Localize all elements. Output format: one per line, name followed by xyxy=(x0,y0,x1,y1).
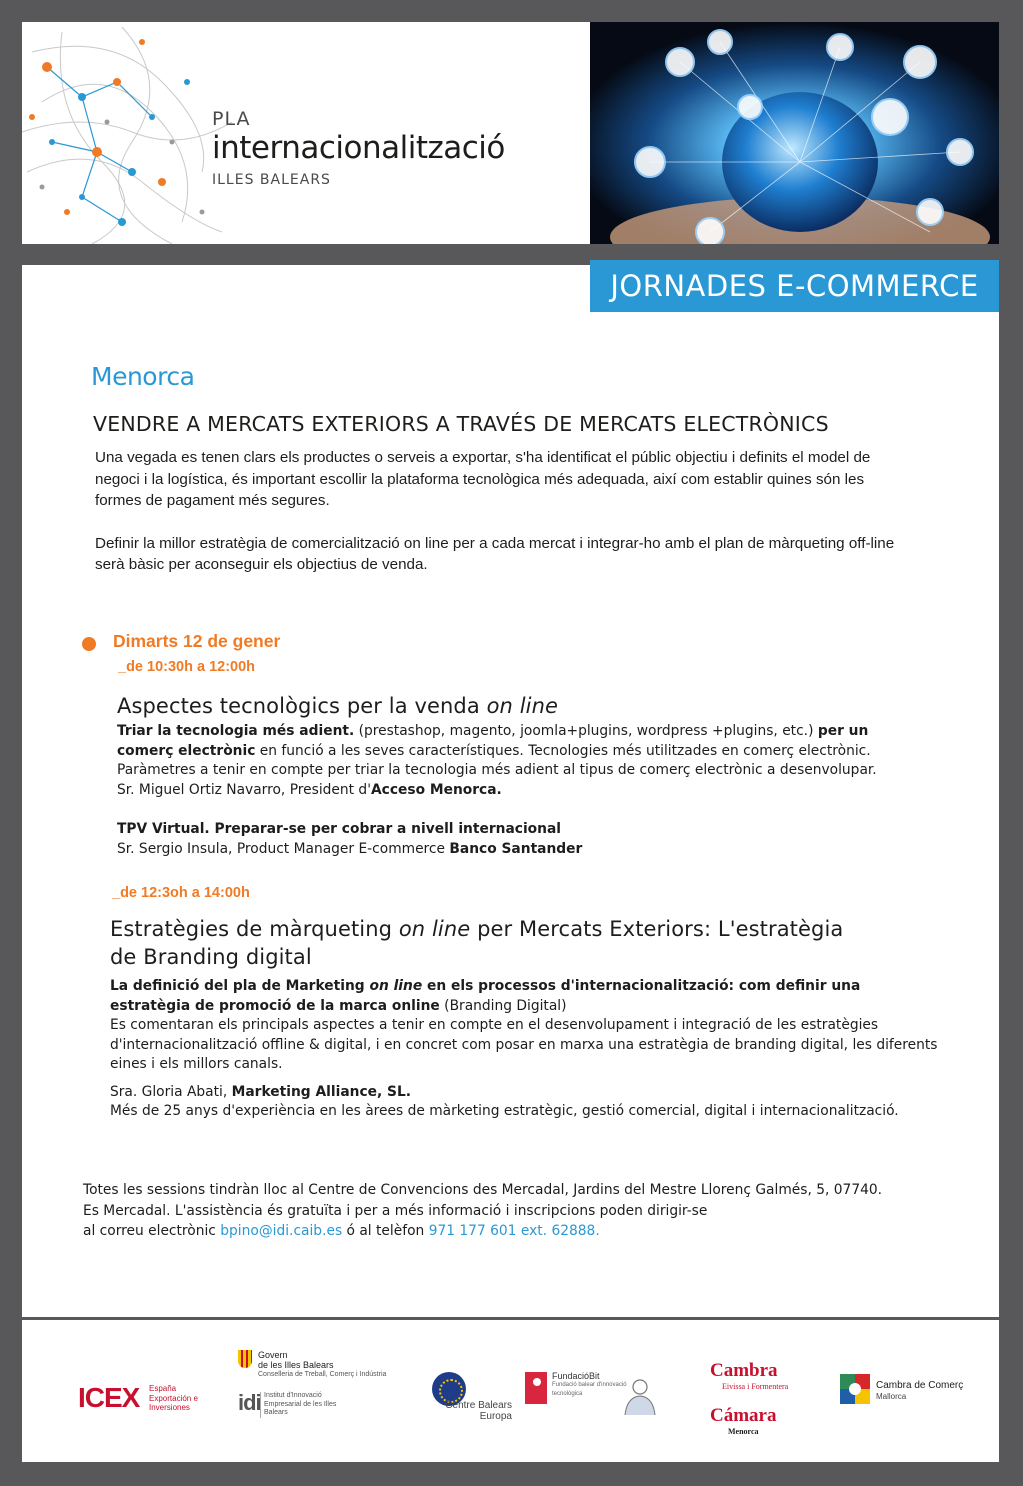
govern-shield-icon xyxy=(238,1350,252,1368)
person-sketch-icon xyxy=(617,1377,663,1415)
session2-speaker-bio: Més de 25 anys d'experiència en les àrees de màrketing estratègic, gestió comercial, digital i internacionalització. xyxy=(110,1103,899,1119)
intro-paragraph: Una vegada es tenen clars els productes o serveis a exportar, s'ha identificat el públic objectiu i definits el model de negoci i la logística, és important escollir la plataforma tecnològica més adequada, així com establir quines són les formes de pagament més segures. xyxy=(95,449,871,509)
pla-title: internacionalització xyxy=(212,130,505,166)
venue-info: Totes les sessions tindràn lloc al Centre de Convencions des Mercadal, Jardins del Mestre Llorenç Galmés, 5, 07740. Es Mercadal. L'assistència és gratuïta i per a més informació i inscripcions poden dirigir-se al correu electrònic bpino@idi.caib.es ó al telèfon 971 177 601 ext. 62888. xyxy=(83,1182,883,1239)
cambra-mallorca-shield-icon xyxy=(840,1374,870,1404)
pla-subtitle: ILLES BALEARS xyxy=(212,172,331,188)
session1-time: _de 10:30h a 12:00h xyxy=(118,659,256,675)
camara-menorca-logo: Cámara Menorca xyxy=(710,1405,777,1436)
session1-speaker1: Sr. Miguel Ortiz Navarro, President d'Acceso Menorca. xyxy=(117,781,502,798)
network-graphic xyxy=(22,22,232,244)
intro-text xyxy=(95,447,905,576)
session1-title: Aspectes tecnològics per la venda on line xyxy=(117,694,559,718)
location-title: Menorca xyxy=(91,362,195,391)
intro-paragraph: Definir la millor estratègia de comercialització on line per a cada mercat i integrar-ho amb el plan de màrqueting off-line serà bàsic per aconseguir els objectius de venda. xyxy=(95,534,895,573)
header-photo-globe xyxy=(590,22,999,244)
flyer-sheet: PLA internacionalització ILLES BALEARS JORNADES E-COMMERCE Menorca VENDRE A MERCATS EXTERIORS A TRAVÉS DE MERCATS ELECTRÒNICS Una vegada es tenen clars els productes o serveis a exportar, s'ha identificat el públic objectiu i definits el model de negoci i la logística, és important escollir la plataforma tecnològica més adequada, així com establir quines són les formes de pagament més segures. Definir la millor estratègia de comercialització on line per a cada mercat i integrar-ho amb el plan de màrqueting off-line serà bàsic per aconseguir els objectius de venda. Dimarts 12 de gener _de 10:30h a 12:00h Aspectes tecnològics per la venda on line Triar la tecnologia més adient. (prestashop, magento, joomla+plugins, wordpress +plugins, etc.) per un comerç electrònic en funció a les seves característiques. Tecnologies més utilitzades en comerç electrònic. Paràmetres a tenir en compte per triar la tecnologia més adient al tipus de comerç electrònic a desenvolupar. Sr. Miguel Ortiz Navarro, President d'Acceso Menorca. TPV Virtual. Preparar-se per cobrar a nivell internacional Sr. Sergio Insula, Product Manager E-commerce Banco Santander _de 12:3oh a 14:00h Estratègies de màrqueting on line per Mercats Exteriors: L'estratègia de Branding digital La definició del pla de Marketing on line en els processos d'internacionalització: com definir una estratègia de promoció de la marca online (Branding Digital) Es comentaran els principals aspectes a tenir en compte en el desenvolupament i integració de les estratègies d'internacionalització offline & digital, i en concret com posar en marxa una estratègia de branding digital, les diferents eines i els millors canals. Sra. Gloria Abati, Marketing Alliance, SL. Més de 25 anys d'experiència en les àrees de màrketing estratègic, gestió comercial, digital i internacionalització. Totes les sessions tindràn lloc al Centre de Convencions des Mercadal, Jardins del Mestre Llorenç Galmés, 5, 07740. Es Mercadal. L'assistència és gratuïta i per a més informació i inscripcions poden dirigir-se al correu electrònic bpino@idi.caib.es ó al telèfon 971 177 601 ext. 62888. ICEX España Exportación e Inversiones Govern de les Illes Balears Conselleria de Treball, Comerç i Indústria idi Institut d'Innovació Empresarial de les Illes Balears Centre Balears Europa FundacióBit Fundació balear d'innovació tecnològica Cambra Eivissa i Formentera Cámara Menorca Cambra de Comerç Mallorca xyxy=(22,22,999,1462)
contact-email-link[interactable]: bpino@idi.caib.es xyxy=(220,1223,343,1239)
session2-speaker: Sra. Gloria Abati, Marketing Alliance, SL. xyxy=(110,1083,412,1100)
icex-logo: ICEX xyxy=(78,1382,140,1413)
footer-divider xyxy=(22,1317,999,1320)
event-banner: JORNADES E-COMMERCE xyxy=(590,260,999,312)
event-day: Dimarts 12 de gener xyxy=(113,631,281,651)
session1-body: Triar la tecnologia més adient. (prestashop, magento, joomla+plugins, wordpress +plugins, etc.) per un comerç electrònic en funció a les seves característiques. Tecnologies més utilitzades en comerç electrònic. Paràmetres a tenir en compte per triar la tecnologia més adient al tipus de comerç electrònic a desenvolupar. Sr. Miguel Ortiz Navarro, President d'Acceso Menorca. TPV Virtual. Preparar-se per cobrar a nivell internacional Sr. Sergio Insula, Product Manager E-commerce Banco Santander xyxy=(117,722,907,859)
session2-time: _de 12:3oh a 14:00h xyxy=(112,885,250,901)
main-title: VENDRE A MERCATS EXTERIORS A TRAVÉS DE MERCATS ELECTRÒNICS xyxy=(93,412,829,436)
globe-hands-image xyxy=(590,22,999,244)
session1-speaker2: Sr. Sergio Insula, Product Manager E-commerce Banco Santander xyxy=(117,840,583,857)
fundaciobit-mark-icon xyxy=(525,1372,547,1404)
session2-body: La definició del pla de Marketing on line en els processos d'internacionalització: com definir una estratègia de promoció de la marca online (Branding Digital) Es comentaran els principals aspectes a tenir en compte en el desenvolupament i integració de les estratègies d'internacionalització offline & digital, i en concret com posar en marxa una estratègia de branding digital, les diferents eines i els millors canals. Sra. Gloria Abati, Marketing Alliance, SL. Més de 25 anys d'experiència en les àrees de màrketing estratègic, gestió comercial, digital i internacionalització. xyxy=(110,977,950,1122)
header-branding xyxy=(22,22,587,244)
icex-logo-subtitle: España Exportación e Inversiones xyxy=(149,1384,198,1412)
orange-bullet-icon xyxy=(82,637,96,651)
cambra-eivissa-logo: Cambra Eivissa i Formentera xyxy=(710,1360,789,1391)
contact-phone[interactable]: 971 177 601 ext. 62888. xyxy=(428,1223,600,1239)
session2-title: Estratègies de màrqueting on line per Mercats Exteriors: L'estratègia de Branding digital xyxy=(110,917,844,969)
pla-label: PLA xyxy=(212,108,251,130)
